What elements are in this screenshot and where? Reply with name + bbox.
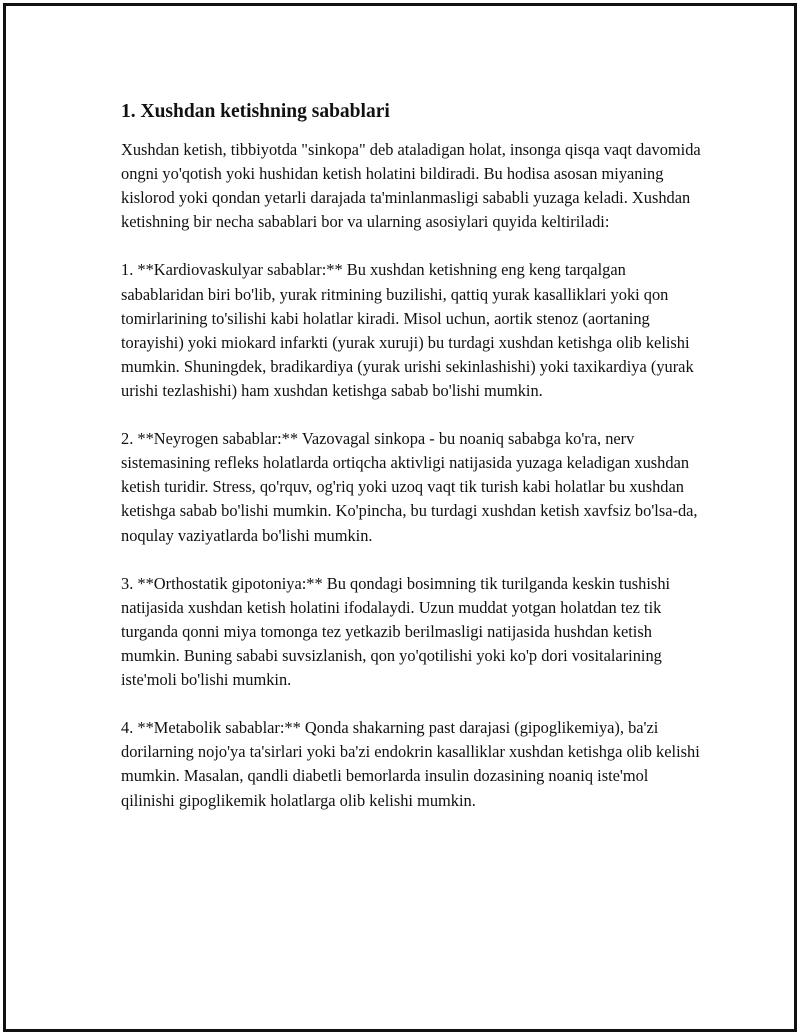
section-heading: 1. Xushdan ketishning sabablari	[121, 101, 390, 122]
cardiovascular-causes-paragraph: 1. **Kardiovaskulyar sabablar:** Bu xushdan ketishning eng keng tarqalgan sabablaridan biri bo'lib, yurak ritmining buzilishi, qattiq yurak kasalliklari yoki qon tomirlarining to'silishi kabi holatlar kiradi. Misol uchun, aortik stenoz (aortaning torayishi) yoki miokard infarkti (yurak xuruji) bu turdagi xushdan ketishga olib kelishi mumkin. Shuningdek, bradikardiya (yurak urishi sekinlashishi) yoki taxikardiya (yurak urishi tezlashishi) ham xushdan ketishga sabab bo'lishi mumkin.	[121, 260, 694, 400]
metabolic-causes-paragraph: 4. **Metabolik sabablar:** Qonda shakarning past darajasi (gipoglikemiya), ba'zi dorilarning nojo'ya ta'sirlari yoki ba'zi endokrin kasalliklar xushdan ketishga olib kelishi mumkin. Masalan, qandli diabetli bemorlarda insulin dozasining noaniq iste'mol qilinishi gipoglikemik holatlarga olib kelishi mumkin.	[121, 718, 700, 810]
intro-paragraph: Xushdan ketish, tibbiyotda "sinkopa" deb ataladigan holat, insonga qisqa vaqt davomida ongni yo'qotish yoki hushidan ketish holatini bildiradi. Bu hodisa asosan miyaning kislorod yoki qondan yetarli darajada ta'minlanmasligi sababli yuzaga keladi. Xushdan ketishning bir necha sabablari bor va ularning asosiylari quyida keltiriladi:	[121, 140, 701, 232]
orthostatic-hypotension-paragraph: 3. **Orthostatik gipotoniya:** Bu qondagi bosimning tik turilganda keskin tushishi natijasida xushdan ketish holatini ifodalaydi. Uzun muddat yotgan holatdan tez tik turganda qonni miya tomonga tez yetkazib berilmasligi natijasida hushdan ketish mumkin. Buning sababi suvsizlanish, qon yo'qotilishi yoki ko'p dori vositalarining iste'moli bo'lishi mumkin.	[121, 573, 671, 690]
document-body	[121, 99, 701, 837]
page-border	[3, 3, 797, 1032]
neurogenic-causes-paragraph: 2. **Neyrogen sabablar:** Vazovagal sinkopa - bu noaniq sababga ko'ra, nerv sistemasining refleks holatlarda ortiqcha aktivligi natijasida yuzaga keladigan xushdan ketish turidir. Stress, qo'rquv, og'riq yoki uzoq vaqt tik turish kabi holatlar bu xushdan ketishga sabab bo'lishi mumkin. Ko'pincha, bu turdagi xushdan ketish xavfsiz bo'lsa-da, noqulay vaziyatlarda bo'lishi mumkin.	[121, 429, 698, 545]
